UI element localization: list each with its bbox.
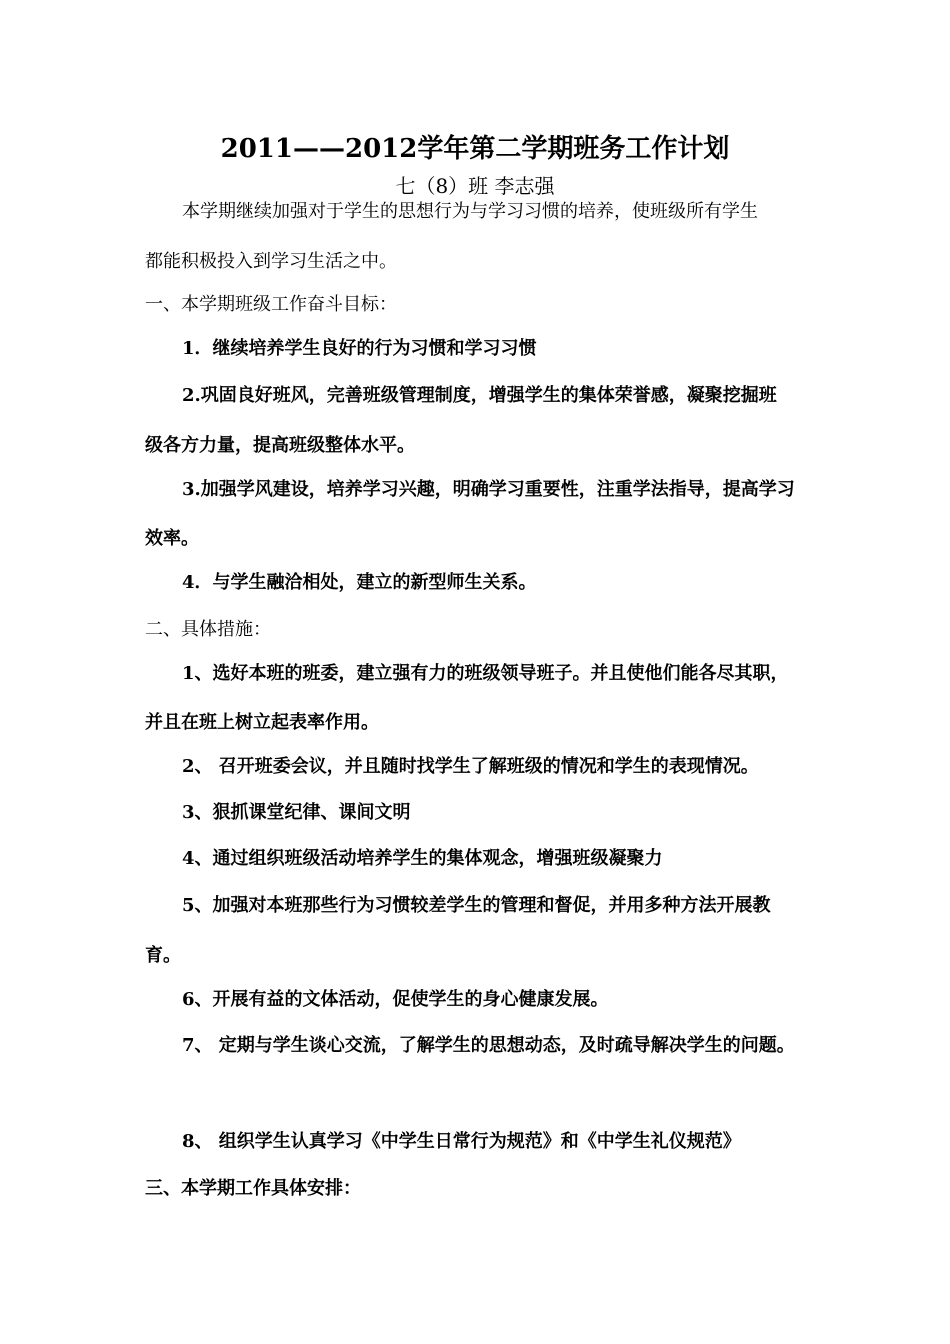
measure-5-line-1: 5、加强对本班那些行为习惯较差学生的管理和督促，并用多种方法开展教 xyxy=(182,895,771,916)
goal-3-line-2: 效率。 xyxy=(145,528,199,549)
goal-1: 1．继续培养学生良好的行为习惯和学习习惯 xyxy=(182,338,537,359)
measure-3: 3、狠抓课堂纪律、课间文明 xyxy=(182,802,411,823)
measure-1-line-2: 并且在班上树立起表率作用。 xyxy=(145,712,379,733)
section-heading-3: 三、本学期工作具体安排： xyxy=(145,1178,361,1199)
class-author-line: 七（8）班 李志强 xyxy=(395,174,555,198)
measure-5-line-2: 育。 xyxy=(145,945,181,966)
measure-2: 2、 召开班委会议，并且随时找学生了解班级的情况和学生的表现情况。 xyxy=(182,756,759,777)
goal-3-line-1: 3.加强学风建设，培养学习兴趣，明确学习重要性，注重学法指导，提高学习 xyxy=(182,479,795,500)
page-title: 2011——2012学年第二学期班务工作计划 xyxy=(220,134,730,164)
measure-4: 4、通过组织班级活动培养学生的集体观念，增强班级凝聚力 xyxy=(182,848,663,869)
goal-2-line-1: 2.巩固良好班风，完善班级管理制度，增强学生的集体荣誉感，凝聚挖掘班 xyxy=(182,385,777,406)
measure-8: 8、 组织学生认真学习《中学生日常行为规范》和《中学生礼仪规范》 xyxy=(182,1131,741,1152)
measure-7: 7、 定期与学生谈心交流，了解学生的思想动态，及时疏导解决学生的问题。 xyxy=(182,1035,795,1056)
measure-1-line-1: 1、选好本班的班委，建立强有力的班级领导班子。并且使他们能各尽其职， xyxy=(182,663,789,684)
section-heading-2: 二、具体措施： xyxy=(145,619,271,640)
measure-6: 6、开展有益的文体活动，促使学生的身心健康发展。 xyxy=(182,989,609,1010)
intro-line-1: 本学期继续加强对于学生的思想行为与学习习惯的培养，使班级所有学生 xyxy=(182,201,758,222)
goal-4: 4．与学生融洽相处，建立的新型师生关系。 xyxy=(182,572,537,593)
intro-line-2: 都能积极投入到学习生活之中。 xyxy=(145,251,397,272)
section-heading-1: 一、本学期班级工作奋斗目标： xyxy=(145,294,397,315)
goal-2-line-2: 级各方力量，提高班级整体水平。 xyxy=(145,435,415,456)
